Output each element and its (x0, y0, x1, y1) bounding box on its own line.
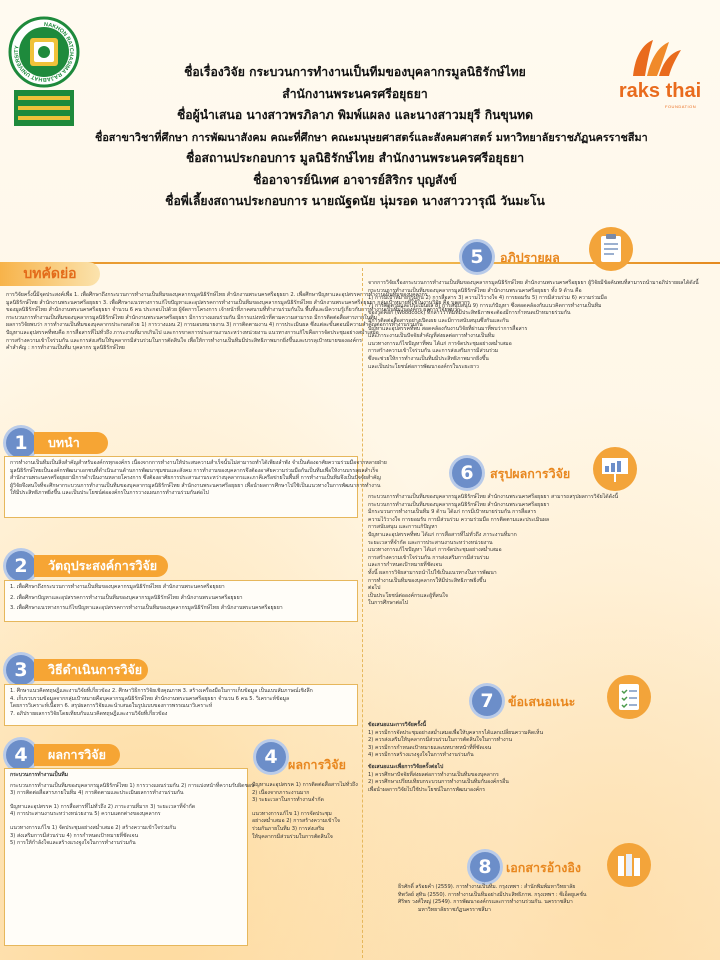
suggestion-line: 4) ควรมีการสร้างแรงจูงใจในการทำงานร่วมกัน (368, 752, 474, 759)
abstract-line: ปัญหาและอุปสรรคที่พบคือ การสื่อสารที่ไม่ทั่วถึง ภาระงานที่มากเกินไป และการขาดการประสานงานระหว่างหน่วยงาน แนวทางการแก้ไขคือการจัดประชุมอย่างสม่ำเสมอ (6, 329, 379, 336)
results-continued-line: ปัญหาและอุปสรรค 1) การติดต่อสื่อสารไม่ทั่วถึง (252, 782, 358, 788)
intro-line: ผู้วิจัยจึงสนใจที่จะศึกษากระบวนการทำงานเป็นทีมของบุคลากรมูลนิธิรักษ์ไทย สำนักงานพระนครศรีอยุธยา เพื่อนำผลการศึกษาไปใช้เป็นแนวทางในการพัฒนาการทำงาน (10, 482, 381, 489)
abstract-line: การสร้างความเข้าใจร่วมกัน และการส่งเสริมให้บุคลากรมีส่วนร่วมในการตัดสินใจ เพื่อให้การทำงานเป็นทีมมีประสิทธิภาพมากยิ่งขึ้นและบรรลุเป้าหมายขององค์กร (6, 337, 362, 344)
books-icon (606, 842, 652, 888)
conclusion-line: การสร้างความเข้าใจร่วมกัน การส่งเสริมการมีส่วนร่วม (368, 554, 489, 561)
reference-item: ทิพวัลย์ สุทิน (2550). การทำงานเป็นทีมอย่างมีประสิทธิภาพ. กรุงเทพฯ : ซีเอ็ดยูเคชั่น (398, 891, 587, 898)
reference-item: มหาวิทยาลัยราชภัฏนครราชสีมา (418, 906, 491, 913)
header-line-office: สำนักงานพระนครศรีอยุธยา (282, 86, 428, 101)
discussion-line: และภาระงานเป็นปัจจัยสำคัญที่ส่งผลต่อการทำงานเป็นทีม (368, 333, 495, 340)
raks-thai-mark-icon (625, 36, 685, 80)
results-line: 3) ส่งเสริมการมีส่วนร่วม 4) การกำหนดเป้าหมายที่ชัดเจน (10, 832, 139, 839)
results-line: กระบวนการทำงานเป็นทีมของบุคลากรมูลนิธิรักษ์ไทย 1) การวางแผนร่วมกัน 2) การแบ่งหน้าที่ความรับผิดชอบ (10, 782, 255, 789)
conclusion-line: ต่อไป (368, 585, 381, 592)
section-number-discussion: 5 (462, 242, 492, 272)
conclusion-line: กระบวนการทำงานเป็นทีมของบุคลากรมูลนิธิรักษ์ไทย สำนักงานพระนครศรีอยุธยา (368, 501, 550, 508)
results-line: ปัญหาและอุปสรรค 1) การสื่อสารที่ไม่ทั่วถึง 2) ภาระงานที่มาก 3) ระยะเวลาที่จำกัด (10, 803, 196, 810)
conclusion-line: มีกระบวนการทำงานเป็นทีม 9 ด้าน ได้แก่ การมีเป้าหมายร่วมกัน การสื่อสาร (368, 509, 537, 516)
suggestion-line: 2) ควรศึกษาเปรียบเทียบกระบวนการทำงานเป็นทีมกับองค์กรอื่น (368, 779, 509, 786)
suggestion-line: ข้อเสนอแนะเพื่อการวิจัยครั้งต่อไป (368, 763, 444, 770)
reference-item: ศิริพร วงศ์ใหญ่ (2549). การพัฒนาองค์กรและการทำงานร่วมกัน. นครราชสีมา (398, 899, 573, 906)
conclusion-text (368, 494, 713, 644)
results-line: 4) การประสานงานระหว่างหน่วยงาน 5) ความแตกต่างของบุคลากร (10, 811, 161, 818)
section-number-method: 3 (6, 655, 36, 685)
section-title-discussion: อภิปรายผล (500, 250, 560, 265)
header-line-organization: ชื่อสถานประกอบการ มูลนิธิรักษ์ไทย สำนักงานพระนครศรีอยุธยา (185, 151, 525, 165)
method-line: 1. ศึกษาแนวคิดทฤษฎีและงานวิจัยที่เกี่ยวข้อง 2. ศึกษาวิธีการวิจัยเชิงคุณภาพ 3. สร้างเครื่องมือในการเก็บข้อมูล เป็นแบบสัมภาษณ์เชิงลึก (10, 688, 313, 694)
section-title-conclusion: สรุปผลการวิจัย (490, 466, 571, 481)
header-line-mentors: ชื่อพี่เลี้ยงสถานประกอบการ นายณัฐดนัย นุ่มรอด นางสาววารุณี วันมะโน (165, 194, 545, 208)
results-continued-line: ให้บุคลากรมีส่วนร่วมในการตัดสินใจ (252, 833, 333, 840)
presentation-icon (592, 446, 638, 492)
abstract-line: กระบวนการทำงานเป็นทีมของบุคลากรมูลนิธิรักษ์ไทย สำนักงานพระนครศรีอยุธยา มีการวางแผนร่วมกัน มีการแบ่งหน้าที่ตามความสามารถ มีการติดต่อสื่อสารภายในทีม (6, 314, 378, 321)
raks-thai-wordmark: raks thai (618, 80, 702, 102)
section-number-intro: 1 (6, 428, 36, 458)
abstract-line: การวิจัยครั้งนี้มีจุดประสงค์เพื่อ 1. เพื่อศึกษาถึงกระบวนการทำงานเป็นทีมของบุคลากรมูลนิธิรักษ์ไทย สำนักงานพระนครศรีอยุธยา 2. เพื่อศึกษาปัญหาและอุปสรรคการทำงานเป็นทีมของบุคลากร (6, 292, 428, 298)
suggestion-line: ข้อเสนอแนะการวิจัยครั้งนี้ (368, 722, 427, 728)
intro-text (4, 456, 387, 518)
abstract-line: ของมูลนิธิรักษ์ไทย สำนักงานพระนครศรีอยุธยา จำนวน 6 คน ประกอบไปด้วย ผู้จัดการโครงการ เจ้าหน้าที่ภาคสนามที่ทำงานร่วมกันใน พื้นที่และมีความรู้เกี่ยวกับการทำงานเป็นทีมในองค์กร ผลการวิจัยพบว่า (6, 307, 461, 314)
section-title-method: วิธีดำเนินการวิจัย (34, 659, 148, 681)
results-line: 5) การให้กำลังใจและสร้างแรงจูงใจในการทำงานร่วมกัน (10, 840, 136, 847)
raks-thai-subtext: FOUNDATION (665, 104, 697, 109)
conclusion-line: การทำงานเป็นทีมของบุคลากรให้มีประสิทธิภาพยิ่งขึ้น (368, 577, 486, 584)
header-line-presenters: ชื่อผู้นำเสนอ นางสาวพรภิลาภ พิมพ์แผลง และนางสาวมยุรี กินขุนทด (176, 108, 534, 122)
header-line-title: ชื่อเรื่องวิจัย กระบวนการทำงานเป็นทีมของบุคลากรมูลนิธิรักษ์ไทย (184, 65, 526, 79)
discussion-line: และเป็นประโยชน์ต่อการพัฒนาองค์กรในระยะยาว (368, 363, 479, 370)
intro-line: สำนักงานพระนครศรีอยุธยามีการดำเนินงานหลายโครงการ ซึ่งต้องอาศัยการประสานงานระหว่างบุคลากรและภาคีเครือข่ายในพื้นที่ การทำงานเป็นทีมจึงเป็นปัจจัยสำคัญ (10, 475, 381, 482)
section-number-suggestion: 7 (472, 686, 502, 716)
results-line: 3) การติดต่อสื่อสารภายในทีม 4) การติดตามและประเมินผลการทำงานร่วมกัน (10, 790, 184, 797)
conclusion-line: ความไว้วางใจ การยอมรับ การมีส่วนร่วม ความร่วมมือ การติดตามและประเมินผล (368, 516, 550, 523)
conclusion-line: ในการศึกษาต่อไป (368, 600, 409, 607)
results-continued-line: 2) เนื่องจากภาระงานมาก (252, 789, 310, 796)
conclusion-line: ระยะเวลาที่จำกัด และการประสานงานระหว่างหน่วยงาน (368, 539, 493, 546)
abstract-line: คำสำคัญ : การทำงานเป็นทีม บุคลากร มูลนิธิรักษ์ไทย (6, 345, 125, 352)
discussion-line: กระบวนการทำงานเป็นทีมของบุคลากรมูลนิธิรักษ์ไทย สำนักงานพระนครศรีอยุธยา ทั้ง 9 ด้าน คือ (368, 287, 582, 294)
objective-line: 1. เพื่อศึกษาถึงกระบวนการทำงานเป็นทีมของบุคลากรมูลนิธิรักษ์ไทย สำนักงานพระนครศรีอยุธยา (10, 584, 225, 590)
discussion-line: ของวูดค็อก (Woodcock) ที่กล่าวว่าทีมที่มีประสิทธิภาพจะต้องมีการกำหนดเป้าหมายร่วมกัน (368, 310, 571, 317)
objective-text (4, 580, 358, 622)
conclusion-line: การสนับสนุน และการแก้ปัญหา (368, 524, 438, 531)
results-continued-text (252, 782, 358, 932)
discussion-line: ซึ่งจะช่วยให้การทำงานเป็นทีมมีประสิทธิภาพมากยิ่งขึ้น (368, 355, 489, 362)
section-title-intro: บทนำ (34, 432, 108, 454)
abstract-line: ผลการวิจัยพบว่า การทำงานเป็นทีมของบุคลากรประกอบด้วย 1) การวางแผน 2) การมอบหมายงาน 3) การติดตามงาน 4) การประเมินผล ซึ่งแต่ละขั้นตอนมีความสำคัญต่อการทำงานร่วมกัน (6, 322, 423, 329)
results-text (4, 768, 255, 946)
discussion-line: จากการวิจัยเรื่องกระบวนการทำงานเป็นทีมของบุคลากรมูลนิธิรักษ์ไทย สำนักงานพระนครศรีอยุธยา ผู้วิจัยมีข้อค้นพบที่สามารถนำมาอภิปรายผลได้ดังนี้ (368, 280, 699, 286)
references-text (398, 884, 713, 932)
conclusion-line: ปัญหาและอุปสรรคที่พบ ได้แก่ การสื่อสารที่ไม่ทั่วถึง ภาระงานที่มาก (368, 531, 517, 538)
method-line: 4. เก็บรวบรวมข้อมูลจากกลุ่มเป้าหมายคือบุคลากรมูลนิธิรักษ์ไทย สำนักงานพระนครศรีอยุธยา จำนวน 6 คน 5. วิเคราะห์ข้อมูล (10, 695, 290, 702)
conclusion-line: ทั้งนี้ ผลการวิจัยสามารถนำไปใช้เป็นแนวทางในการพัฒนา (368, 569, 497, 576)
suggestion-text (368, 722, 713, 842)
section-title-references: เอกสารอ้างอิง (506, 860, 581, 875)
section-title-suggestion: ข้อเสนอแนะ (508, 694, 576, 709)
discussion-line: แนวทางการแก้ไขปัญหาที่พบ ได้แก่ การจัดประชุมอย่างสม่ำเสมอ (368, 340, 512, 347)
section-number-references: 8 (470, 852, 500, 882)
intro-line: ให้มีประสิทธิภาพยิ่งขึ้น และเป็นประโยชน์ต่อองค์กรในการวางแผนการทำงานร่วมกันต่อไป (10, 490, 209, 497)
discussion-line: มีการติดต่อสื่อสารอย่างเปิดเผย และมีการสนับสนุนซึ่งกันและกัน (368, 317, 509, 324)
university-logo (8, 12, 80, 128)
objective-line: 3. เพื่อศึกษาแนวทางการแก้ไขปัญหาและอุปสรรคการทำงานเป็นทีมของบุคลากรมูลนิธิรักษ์ไทย สำนักงานพระนครศรีอยุธยา (10, 605, 283, 612)
raks-thai-logo (605, 36, 715, 116)
results-line: แนวทางการแก้ไข 1) จัดประชุมอย่างสม่ำเสมอ 2) สร้างความเข้าใจร่วมกัน (10, 824, 176, 831)
discussion-line: ปัญหาและอุปสรรคที่พบ สอดคล้องกับงานวิจัยที่ผ่านมาที่พบว่าการสื่อสาร (368, 325, 528, 332)
discussion-text (368, 280, 713, 420)
suggestion-line: 2) ควรส่งเสริมให้บุคลากรมีส่วนร่วมในการตัดสินใจในการทำงาน (368, 737, 513, 744)
conclusion-line: และการกำหนดเป้าหมายที่ชัดเจน (368, 562, 442, 569)
abstract-line: มูลนิธิรักษ์ไทย สำนักงานพระนครศรีอยุธยา 3. เพื่อศึกษาแนวทางการแก้ไขปัญหาและอุปสรรคการทำงานเป็นทีมของบุคลากรมูลนิธิรักษ์ไทย สำนักงานพระนครศรีอยุธยา กลุ่มเป้าหมายที่ใช้ในงานวิจัย คือ บุคลากร (6, 299, 470, 306)
conclusion-line: เป็นประโยชน์ต่อองค์กรและผู้ที่สนใจ (368, 592, 448, 599)
conclusion-line: แนวทางการแก้ไขปัญหา ได้แก่ การจัดประชุมอย่างสม่ำเสมอ (368, 547, 502, 554)
header-line-faculty: ชื่อสาขาวิชาที่ศึกษา การพัฒนาสังคม คณะที่ศึกษา คณะมนุษยศาสตร์และสังคมศาสตร์ มหาวิทยาลัยราชภัฏนครราชสีมา (95, 130, 648, 144)
conclusion-line: กระบวนการทำงานเป็นทีมของบุคลากรมูลนิธิรักษ์ไทย สำนักงานพระนครศรีอยุธยา สามารถสรุปผลการวิจัยได้ดังนี้ (368, 494, 619, 500)
section-title-results-continued: ผลการวิจัย (288, 757, 346, 772)
suggestion-line: 3) ควรมีการกำหนดเป้าหมายและบทบาทหน้าที่ที่ชัดเจน (368, 744, 492, 751)
method-line: โดยการวิเคราะห์เนื้อหา 6. สรุปผลการวิจัยและนำเสนอในรูปแบบของการพรรณนาวิเคราะห์ (10, 703, 213, 710)
intro-line: การทำงานเป็นทีมเป็นสิ่งสำคัญสำหรับองค์กรทุกองค์กร เนื่องจากการทำงานให้ประสบความสำเร็จนั้นไม่สามารถทำได้เพียงลำพัง จำเป็นต้องอาศัยความร่วมมือจากหลายฝ่าย (10, 460, 387, 466)
discussion-line: 1) การมีเป้าหมายร่วมกัน 2) การสื่อสาร 3) ความไว้วางใจ 4) การยอมรับ 5) การมีส่วนร่วม 6) ความร่วมมือ (368, 295, 607, 302)
suggestion-line: เพื่อนำผลการวิจัยไปใช้ประโยชน์ในการพัฒนาองค์กร (368, 786, 486, 793)
checklist-icon (606, 674, 652, 720)
section-title-results: ผลการวิจัย (34, 744, 120, 766)
results-continued-line: 3) ระยะเวลาในการทำงานจำกัด (252, 797, 324, 804)
discussion-line: 7) การติดตามและประเมินผล 8) การสนับสนุน 9) การแก้ปัญหา ซึ่งสอดคล้องกับแนวคิดการทำงานเป็นทีม (368, 302, 602, 309)
section-title-abstract: บทคัดย่อ (0, 262, 100, 286)
objective-line: 2. เพื่อศึกษาปัญหาและอุปสรรคการทำงานเป็นทีมของบุคลากรมูลนิธิรักษ์ไทย สำนักงานพระนครศรีอยุธยา (10, 594, 243, 601)
clipboard-icon (588, 226, 634, 272)
column-divider (362, 268, 363, 958)
results-continued-line: อย่างสม่ำเสมอ 2) การสร้างความเข้าใจ (252, 818, 340, 825)
intro-line: มูลนิธิรักษ์ไทยเป็นองค์กรพัฒนาเอกชนที่ดำเนินงานด้านการพัฒนาชุมชนและสังคม การทำงานของบุคลากรจึงต้องอาศัยความร่วมมือกันเป็นทีมเพื่อให้งานบรรลุผลสำเร็จ (10, 467, 379, 474)
section-number-conclusion: 6 (452, 458, 482, 488)
poster-header (95, 62, 648, 213)
section-number-objective: 2 (6, 551, 36, 581)
results-line: กระบวนการทำงานเป็นทีม (10, 772, 69, 778)
university-ring-text: NAKHON RATCHASIMA RAJABHAT UNIVERSITY (13, 21, 75, 83)
results-continued-line: ร่วมกันภายในทีม 3) การส่งเสริม (252, 825, 325, 832)
discussion-line: การสร้างความเข้าใจร่วมกัน และการส่งเสริมการมีส่วนร่วม (368, 348, 499, 355)
method-line: 7. อภิปรายผลการวิจัยโดยเทียบกับแนวคิดทฤษฎีและงานวิจัยที่เกี่ยวข้อง (10, 710, 168, 717)
section-number-results-continued: 4 (256, 742, 286, 772)
section-title-objective: วัตถุประสงค์การวิจัย (34, 555, 168, 577)
reference-item: ธีรศักดิ์ สร้อยคำ (2559). การทำงานเป็นทีม. กรุงเทพฯ : สำนักพิมพ์มหาวิทยาลัย (398, 884, 576, 890)
suggestion-line: 1) ควรศึกษาปัจจัยที่ส่งผลต่อการทำงานเป็นทีมของบุคลากร (368, 771, 499, 778)
suggestion-line: 1) ควรมีการจัดประชุมอย่างสม่ำเสมอเพื่อให้บุคลากรได้แลกเปลี่ยนความคิดเห็น (368, 729, 543, 736)
results-continued-line: แนวทางการแก้ไข 1) การจัดประชุม (252, 810, 332, 817)
section-number-results: 4 (6, 740, 36, 770)
header-line-advisor: ชื่ออาจารย์นิเทศ อาจารย์สิริกร บุญสังข์ (253, 172, 457, 187)
method-text (4, 684, 358, 726)
